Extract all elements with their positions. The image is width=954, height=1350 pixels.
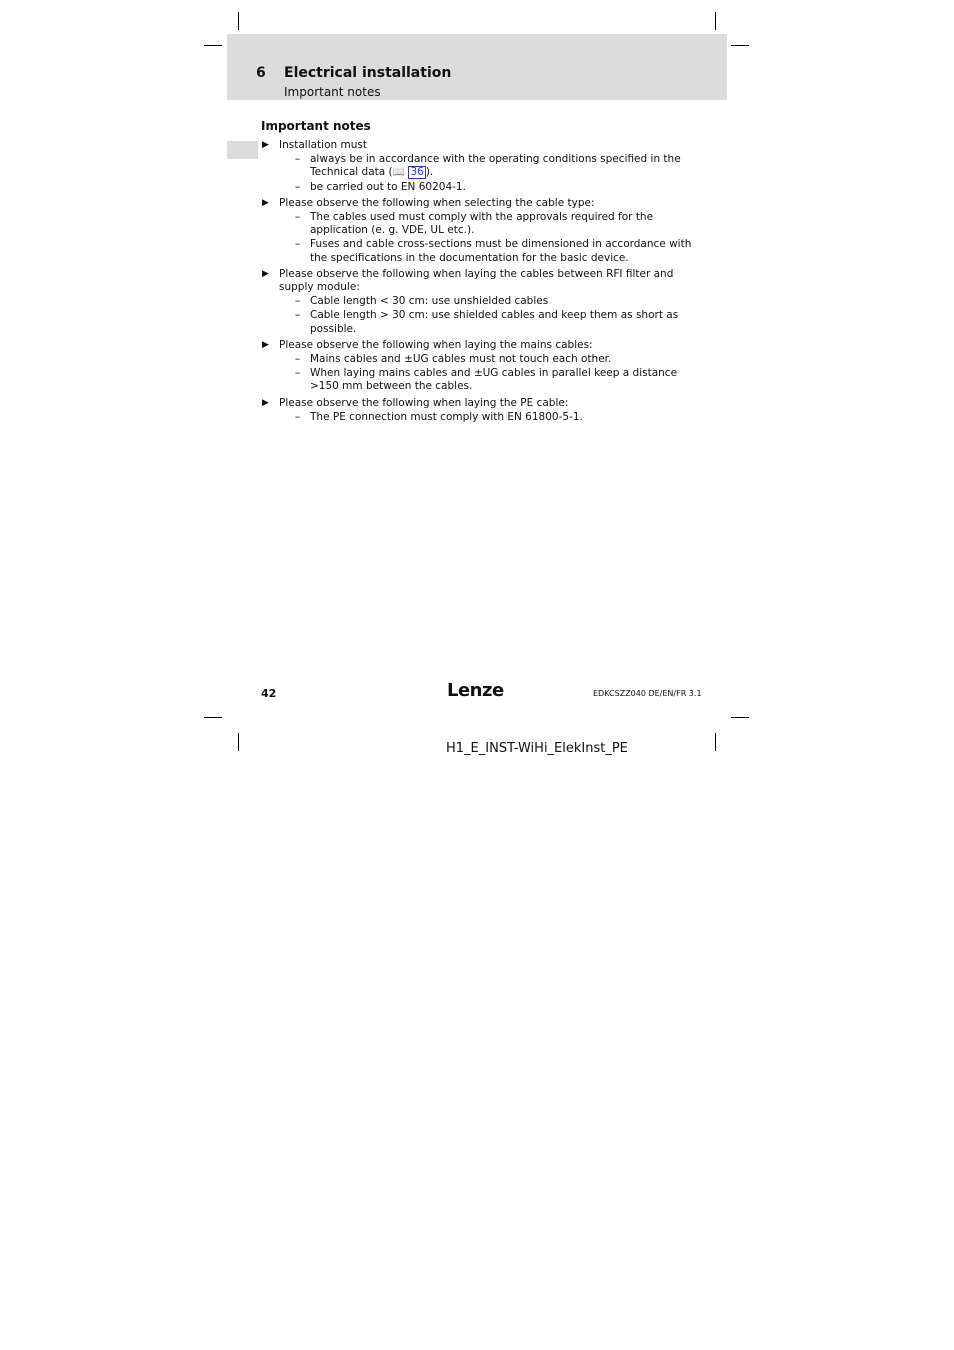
crop-mark xyxy=(238,12,239,30)
sub-list-item: – Fuses and cable cross-sections must be dimensioned in accordance with the specifications in the documentation for the basic device. xyxy=(295,238,692,264)
crop-mark xyxy=(715,733,716,751)
triangle-right-icon: ▶ xyxy=(262,397,269,408)
list-item: ▶ Please observe the following when selecting the cable type: – The cables used must comply with the approvals required for the application (e. g. VDE, UL etc.). – Fuses and cable cross-sections must be dimensioned in accordance with the specifications in the documentation for the basic device. xyxy=(262,197,697,265)
crop-mark xyxy=(204,45,222,46)
crop-mark xyxy=(715,12,716,30)
triangle-right-icon: ▶ xyxy=(262,268,269,279)
triangle-right-icon: ▶ xyxy=(262,339,269,350)
triangle-right-icon: ▶ xyxy=(262,140,269,150)
notes-list xyxy=(262,139,697,427)
list-item: ▶ Please observe the following when laying the PE cable: – The PE connection must comply with EN 61800-5-1. xyxy=(262,397,697,424)
crop-mark xyxy=(731,717,749,718)
sub-list-item: – be carried out to EN 60204-1. xyxy=(295,180,466,193)
list-item: ▶ Please observe the following when laying the mains cables: – Mains cables and ±UG cables must not touch each other. – When laying mains cables and ±UG cables in parallel keep a distance >150 mm between the cables. xyxy=(262,339,697,394)
book-icon: 📖 xyxy=(392,167,406,179)
list-item: ▶ Installation must – always be in accordance with the operating conditions specified in the Technical data (📖 36 ). – be carried out to EN 60204-1. xyxy=(262,139,697,194)
crop-mark xyxy=(204,717,222,718)
document-code: EDKCSZZ040 DE/EN/FR 3.1 xyxy=(593,689,702,698)
crop-mark xyxy=(238,733,239,751)
page-reference-link[interactable]: 36 xyxy=(410,166,424,179)
chapter-number: 6 xyxy=(256,65,266,81)
sub-list-item: – always be in accordance with the operating conditions specified in the Technical data (📖 36 ). xyxy=(295,153,681,179)
chapter-subtitle: Important notes xyxy=(284,85,381,99)
sub-list-item: – The cables used must comply with the approvals required for the application (e. g. VDE, UL etc.). xyxy=(295,211,654,237)
chapter-title: Electrical installation xyxy=(284,65,452,81)
job-name: H1_E_INST-WiHi_ElekInst_PE xyxy=(446,741,628,756)
list-item: ▶ Please observe the following when laying the cables between RFI filter and supply module: – Cable length < 30 cm: use unshielded cables – Cable length > 30 cm: use shielded cables and keep them as short as possible. xyxy=(262,268,697,336)
side-tab xyxy=(227,141,258,159)
sub-list-item: – When laying mains cables and ±UG cables in parallel keep a distance >150 mm between the cables. xyxy=(295,367,678,393)
sub-list-item: – The PE connection must comply with EN 61800-5-1. xyxy=(295,410,583,423)
lenze-logo: Lenze xyxy=(447,680,504,701)
triangle-right-icon: ▶ xyxy=(262,197,269,208)
page-number: 42 xyxy=(261,687,277,700)
sub-list-item: – Cable length < 30 cm: use unshielded cables xyxy=(295,295,549,308)
section-heading: Important notes xyxy=(261,119,371,133)
crop-mark xyxy=(731,45,749,46)
sub-list-item: – Mains cables and ±UG cables must not touch each other. xyxy=(295,353,612,366)
sub-list-item: – Cable length > 30 cm: use shielded cables and keep them as short as possible. xyxy=(295,309,679,335)
